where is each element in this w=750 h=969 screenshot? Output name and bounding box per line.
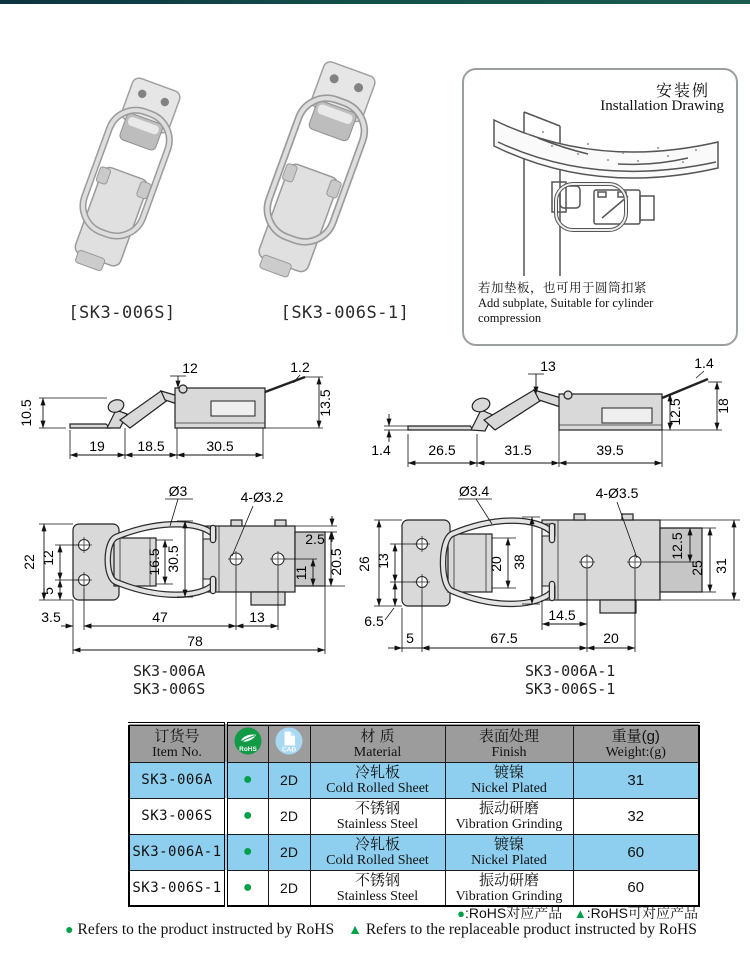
latch-photo-shape [246,58,384,286]
material-en: Cold Rolled Sheet [326,853,429,868]
dim-label: 1.4 [371,442,391,458]
table-row [129,834,699,870]
rohs-badge-icon [233,726,263,756]
legend-zh-dot-text: :RoHS对应产品 [464,905,563,921]
dim-label: 13 [375,553,391,569]
rohs-dot-icon: ● [457,906,465,921]
dim-label: 13 [540,358,556,374]
rohs-dot-icon: ● [242,843,253,860]
cell-cad: 2D [268,798,310,834]
caption-line: SK3-006S [133,680,206,698]
top-view-drawing-left [15,484,345,662]
cell-cad: 2D [268,870,310,906]
dim-label: 38 [511,554,527,570]
col-header-cad [268,724,310,762]
installation-drawing-box [462,68,738,346]
dim-label: 5 [40,587,56,595]
cell-material [310,798,445,834]
finish-zh: 振动研磨 [478,871,539,889]
dim-label: Ø3 [168,484,188,499]
note-en-line1: Add subplate, Suitable for cylinder [478,296,654,310]
finish-en: Vibration Grinding [455,888,563,904]
dim-label: 16.5 [146,548,162,576]
installation-note-en [478,296,653,326]
dim-label: 26 [356,556,372,572]
table-row [129,870,699,906]
dim-label: 78 [187,633,203,649]
finish-en: Vibration Grinding [455,817,563,832]
top-accent-bar [0,0,750,4]
col-header-weight [573,724,699,762]
dim-label: 2.5 [305,531,325,547]
cell-item: SK3-006A [129,762,226,798]
finish-zh: 振动研磨 [478,800,539,817]
finish-zh: 镀镍 [493,836,524,853]
legend-en [26,921,736,939]
table-header-row [129,724,699,762]
col-header-finish [445,724,573,762]
cell-weight: 32 [573,798,699,834]
dim-label: 20.5 [328,548,344,576]
dim-label: 20 [603,630,619,646]
header-material-en: Material [353,744,402,760]
dim-label: 67.5 [490,630,518,646]
material-zh: 不锈钢 [354,800,400,817]
rohs-dot-icon: ● [242,771,253,788]
material-en: Stainless Steel [336,817,419,832]
installation-title-zh: 安装例 [655,83,710,100]
rohs-dot-icon: ● [242,807,253,824]
product-photo-sk3-006s-1 [210,58,410,318]
cell-item: SK3-006A-1 [129,834,226,870]
dim-label: 1.2 [290,362,310,375]
material-en: Cold Rolled Sheet [326,781,429,796]
rohs-triangle-icon: ▲ [348,921,362,937]
dim-label: 25 [689,560,705,576]
header-finish-en: Finish [491,744,527,760]
col-header-rohs [226,724,268,762]
cell-finish [445,870,573,906]
dim-label: 30.5 [165,545,181,573]
dim-label: 22 [21,554,37,570]
dim-label: 30.5 [206,438,234,454]
side-view-drawing-left [15,362,335,472]
dim-label: 20 [488,556,504,572]
cell-material [310,870,445,906]
dim-label: 18.5 [137,438,165,454]
dim-label: Ø3.4 [458,484,490,499]
header-weight-en: Weight:(g) [605,744,666,760]
cell-weight: 60 [573,870,699,906]
header-item-en: Item No. [152,744,202,760]
header-finish-zh: 表面处理 [478,727,539,745]
product-photo-sk3-006s [25,72,215,307]
cell-cad: 2D [268,834,310,870]
dim-label: 11 [293,565,309,581]
cad-badge-icon [274,726,304,756]
dim-label: 47 [152,609,168,625]
dim-label: 5 [406,630,414,646]
caption-line: SK3-006A [133,662,206,680]
dim-label: 26.5 [428,442,456,458]
dim-label: 10.5 [18,399,34,427]
note-en-line2: compression [478,311,542,325]
drawing-caption-left [133,662,205,698]
legend-zh [0,903,698,923]
latch-photo-shape [62,74,187,278]
caption-line: SK3-006A-1 [525,662,616,680]
header-material-zh: 材 质 [360,727,395,745]
photo-label-sk3-006s-1: [SK3-006S-1] [280,303,410,323]
material-en: Stainless Steel [336,888,419,904]
dim-label: 3.5 [41,609,61,625]
photo-label-sk3-006s: [SK3-006S] [68,303,176,323]
finish-en: Nickel Plated [471,853,547,868]
material-zh: 冷轧板 [354,764,400,781]
material-zh: 不锈钢 [354,871,400,889]
rohs-dot-icon: ● [242,878,253,896]
dim-label: 31.5 [504,442,532,458]
cell-weight: 60 [573,834,699,870]
dim-label: 31 [713,558,729,574]
dim-label: 12 [182,362,198,376]
header-weight-zh: 重量(g) [611,727,660,745]
dim-label: 4-Ø3.5 [595,485,639,501]
legend-en-dot [65,921,334,939]
material-zh: 冷轧板 [354,836,400,853]
installation-note-zh: 若加垫板，也可用于圆筒扣紧 [478,281,648,295]
cell-finish [445,762,573,798]
installation-title-en: Installation Drawing [600,98,724,114]
dim-label: 13.5 [317,389,333,417]
col-header-item [129,724,226,762]
dim-label: 1.4 [694,358,714,371]
caption-line: SK3-006S-1 [525,680,616,698]
drawing-caption-right [525,662,615,698]
cell-item: SK3-006S-1 [129,870,226,906]
dim-label: 14.5 [548,607,576,623]
cad-badge-label: CAD [281,746,297,754]
table-row [129,798,699,834]
legend-en-dot-text: Refers to the product instructed by RoHS [77,921,335,938]
dim-label: 12.5 [667,398,683,426]
spec-table-wrap [128,722,700,907]
cell-weight: 31 [573,762,699,798]
dim-label: 18 [715,398,731,414]
cell-item: SK3-006S [129,798,226,834]
legend-en-tri-text: Refers to the replaceable product instructed by RoHS [365,921,697,938]
finish-en: Nickel Plated [471,781,547,796]
legend-en-tri [348,921,697,939]
cell-cad: 2D [268,762,310,798]
cell-material [310,834,445,870]
cell-finish [445,798,573,834]
dim-label: 39.5 [596,442,624,458]
cell-finish [445,834,573,870]
dim-label: 6.5 [364,613,384,629]
side-view-drawing-right [368,358,746,475]
installation-sketch [468,98,726,276]
cell-material [310,762,445,798]
col-header-material [310,724,445,762]
dim-label: 4-Ø3.2 [240,489,284,505]
dim-label: 12.5 [669,532,685,560]
rohs-triangle-icon: ▲ [573,906,587,921]
dim-label: 12 [40,550,56,566]
finish-zh: 镀镍 [493,764,524,781]
legend-zh-tri-text: :RoHS可对应产品 [586,905,698,921]
table-row [129,762,699,798]
header-item-zh: 订货号 [154,727,200,745]
top-view-drawing-right [352,484,750,666]
dim-label: 19 [89,438,105,454]
spec-table [128,722,700,907]
rohs-badge-label: RoHS [238,746,257,754]
dim-label: 13 [249,609,265,625]
rohs-dot-icon: ● [65,921,74,937]
